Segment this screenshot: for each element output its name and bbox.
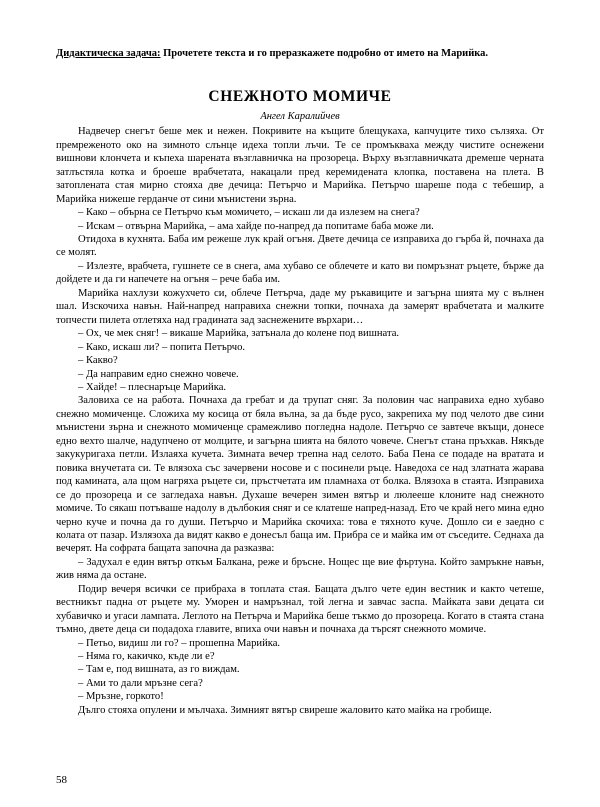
story-body <box>56 125 544 717</box>
didactic-task-label: Дидактическа задача: <box>56 48 161 59</box>
story-paragraph: – Ами то дали мръзне сега? <box>78 677 203 689</box>
story-paragraph: – Излезте, врабчета, гушнете се в снега, ама хубаво се облечете и като ви помръзнат ръцете, бърже да дойдете и да ги напечете на огъня – рече баба им. <box>56 260 544 286</box>
story-paragraph: – Искам – отвърна Марийка, – ама хайде по-напред да попитаме баба може ли. <box>78 220 434 232</box>
story-paragraph: Отидоха в кухнята. Баба им режеше лук край огъня. Двете дечица се изправиха до гърба й, почнаха да се молят. <box>56 233 544 259</box>
story-paragraph: – Да направим едно снежно човече. <box>78 368 239 380</box>
story-paragraph: Заловиха се на работа. Почнаха да гребат и да трупат сняг. За половин час направиха едно хубаво снежно момиченце. Сложиха му косица от бяла вълна, за да бъде русо, закрепиха му под челото две сини мънистени зърна и снежното момиченце срамежливо погледна надоле. Петърчо се завтече вкъщи, донесе едно вехто шалче, надупчено от молците, и загърна шията на бялото човече. Снегът стана пръхкав. Някъде закукуригаха петли. Излаяха кучета. Зимната вечер трепна над селото. Баба Пена се подаде на вратата и повика внучетата си. Те влязоха със зачервени носове и с посинели ръце. Наведоха се над златната жарава под камината, ала щом нагряха ръцете си, пръстчетата им пламнаха от болка. Влязоха в стаята. Изправиха се до прозореца и се загледаха навън. Духаше вечерен зимен вятър и люлееше клоните над снежното момиче. То сякаш потъваше надолу в дълбокия сняг и се клатеше напред-назад. Ето че край него мина едно черно куче и почна да го души. Петърчо и Марийка скочиха: това е тяхното куче. Дошло си е заедно с колата от пазар. Излязоха да видят какво е донесъл баща им. Прибра се и майка им от съседите. Седнаха да вечерят. На софрата бащата започна да разказва: <box>56 395 544 555</box>
story-paragraph: – Мръзне, горкото! <box>78 691 164 703</box>
story-paragraph: – Какво? <box>78 355 118 367</box>
story-title: СНЕЖНОТО МОМИЧЕ <box>208 88 392 106</box>
story-paragraph: Дълго стояха опулени и мълчаха. Зимният вятър свиреше жаловито като майка на гробище. <box>78 704 492 716</box>
story-paragraph: – Задухал е един вятър откъм Балкана, реже и бръсне. Нощес ще вие фъртуна. Който замръкне навън, жив няма да остане. <box>56 556 544 582</box>
story-paragraph: – Како, искаш ли? – попита Петърчо. <box>78 341 246 353</box>
story-paragraph: – Там е, под вишната, аз го виждам. <box>78 664 240 676</box>
story-paragraph: – Ох, че мек сняг! – викаше Марийка, затънала до колене под вишната. <box>78 328 400 340</box>
story-paragraph: Подир вечеря всички се прибраха в топлата стая. Бащата дълго чете един вестник и както четеше, вестникът падна от ръцете му. Уморен и намръзнал, той легна и завчас заспа. Майката зави децата си хубавичко и угаси лампата. Леглото на Петърча и Марийка беше тъкмо до прозореца. Когато в стаята стана тъмно, двете деца си подадоха главите, впиха очи навън и почнаха да търсят снежното момиче. <box>56 583 544 636</box>
story-paragraph: – Како – обърна се Петърчо към момичето, – искаш ли да излезем на снега? <box>78 207 420 219</box>
story-paragraph: Марийка нахлузи кожухчето си, облече Петърча, даде му ръкавиците и загърна шията му с вълнен шал. Изскочиха навън. Най-напред направиха снежни топки, почнаха да замерят врабчетата и малките топчести пилета отлетяха над градината зад заснежените върхари… <box>56 287 544 326</box>
story-paragraph: – Хайде! – плеснаръце Марийка. <box>78 381 227 393</box>
story-paragraph: – Няма го, какичко, къде ли е? <box>78 651 215 663</box>
story-paragraph: Надвечер снегът беше мек и нежен. Покривите на къщите блещукаха, капчуците тихо сълзяха. От премреженото око на зимното слънце идеха топли лъчи. Те се промъкваха между чистите оснежени вишнови клончета и къпеха шарената възглавничка на прозореца. Върху възглавничката дремеше черната затлъстяла котка и броеше врабчетата, накацали пред керемидената клопка, поставена на плета. В затоплената стая мирно стояха две дечица: Петърчо и Марийка. Петърчо шареше пода с тебешир, а Марийка нижеше герданче от сини мънистени зърна. <box>56 126 544 205</box>
didactic-task-text: Прочетете текста и го преразкажете подробно от името на Марийка. <box>160 48 489 59</box>
story-paragraph: – Петьо, видиш ли го? – прошепна Марийка. <box>78 637 281 649</box>
story-author: Ангел Каралийчев <box>260 110 340 122</box>
page-number: 58 <box>56 774 67 786</box>
didactic-task <box>56 47 544 60</box>
